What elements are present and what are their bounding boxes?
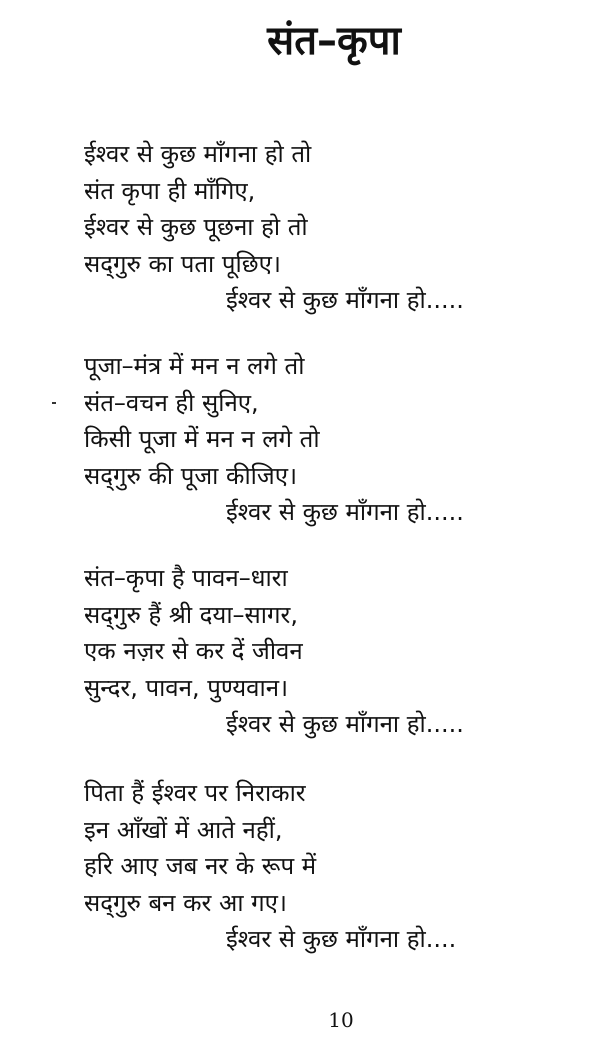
refrain-line: ईश्वर से कुछ माँगना हो..... bbox=[226, 498, 464, 526]
stanza-4 bbox=[84, 775, 554, 958]
refrain-line: ईश्वर से कुछ माँगना हो.... bbox=[226, 925, 457, 953]
verse-line: इन आँखों में आते नहीं, bbox=[84, 815, 283, 844]
stanza-2 bbox=[84, 348, 554, 531]
verse-line: सद्‌गुरु की पूजा कीजिए। bbox=[84, 461, 298, 490]
verse-line: ईश्वर से कुछ पूछना हो तो bbox=[84, 213, 308, 241]
stanza-1 bbox=[84, 136, 554, 319]
verse-line: ईश्वर से कुछ माँगना हो तो bbox=[84, 140, 312, 168]
refrain-line: ईश्वर से कुछ माँगना हो..... bbox=[226, 710, 464, 738]
verse-line: संत–वचन ही सुनिए, bbox=[84, 388, 259, 417]
poem-title: संत–कृपा bbox=[267, 18, 401, 64]
stray-ink-mark bbox=[52, 402, 56, 404]
verse-line: संत–कृपा है पावन–धारा bbox=[84, 564, 288, 592]
page-number: 10 bbox=[328, 1008, 354, 1032]
verse-line: संत कृपा ही माँगिए, bbox=[84, 176, 256, 205]
verse-line: किसी पूजा में मन न लगे तो bbox=[84, 425, 320, 453]
verse-line: पूजा–मंत्र में मन न लगे तो bbox=[84, 352, 305, 380]
verse-line: पिता हैं ईश्वर पर निराकार bbox=[84, 779, 306, 807]
verse-line: सद्‌गुरु बन कर आ गए। bbox=[84, 888, 288, 917]
verse-line: सुन्दर, पावन, पुण्यवान। bbox=[84, 673, 289, 702]
stanza-3 bbox=[84, 560, 554, 743]
refrain-line: ईश्वर से कुछ माँगना हो..... bbox=[226, 286, 464, 314]
verse-line: सद्‌गुरु हैं श्री दया–सागर, bbox=[84, 600, 298, 629]
verse-line: सद्‌गुरु का पता पूछिए। bbox=[84, 249, 281, 278]
verse-line: हरि आए जब नर के रूप में bbox=[84, 852, 317, 880]
verse-line: एक नज़र से कर दें जीवन bbox=[84, 637, 303, 665]
